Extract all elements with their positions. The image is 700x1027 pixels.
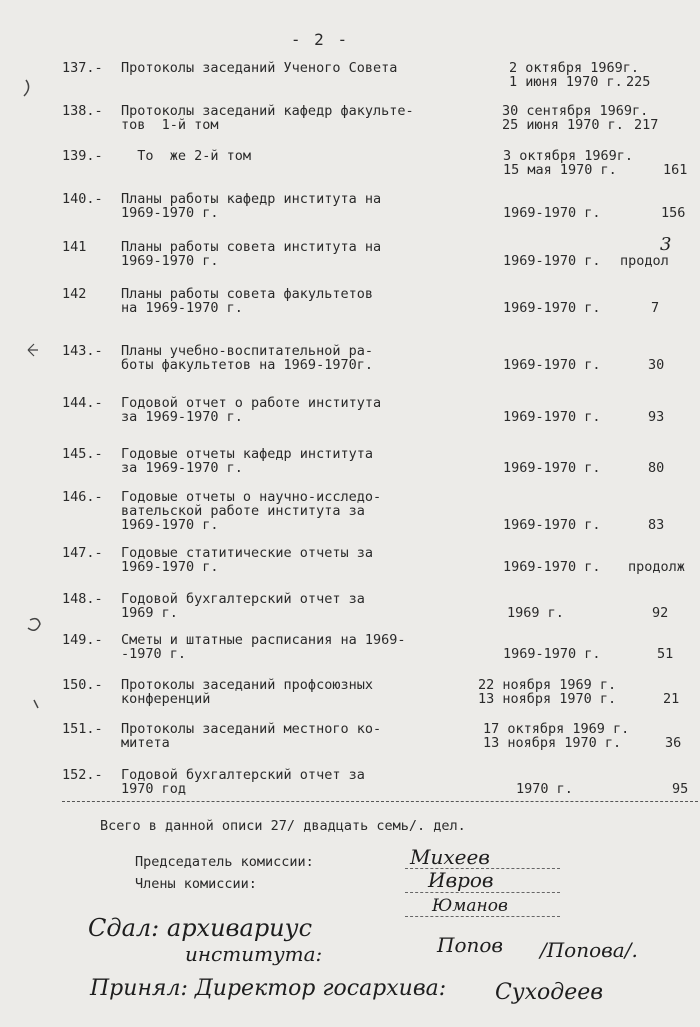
margin-marks — [8, 60, 48, 760]
entry-number: 141 — [62, 239, 87, 255]
archivist-signature: Попов — [437, 933, 504, 957]
entry-number: 149.- — [62, 632, 103, 648]
entry-number: 139.- — [62, 148, 103, 164]
entry-sheet-count: 225 — [626, 74, 651, 90]
entry-title — [121, 490, 381, 532]
entry-title-line: Протоколы заседаний кафедр факульте- — [121, 103, 414, 119]
entry-number: 148.- — [62, 591, 103, 607]
entry-title — [121, 149, 251, 163]
entry-date-line: 17 октября 1969 г. — [483, 721, 630, 737]
member2-signature: Юманов — [432, 896, 508, 916]
handed-over-label: Сдал: архивариус — [88, 914, 313, 942]
entry-title — [121, 546, 373, 574]
entry-title — [121, 287, 373, 315]
entry-title-line: Протоколы заседаний профсоюзных — [121, 677, 373, 693]
entry-date-line: 30 сентября 1969г. — [502, 103, 649, 119]
entry-number: 151.- — [62, 721, 103, 737]
entry-dates — [478, 678, 616, 706]
entry-title-line: 1969 г. — [121, 605, 178, 621]
entry-title-line: Годовые отчеты кафедр института — [121, 446, 373, 462]
entry-dates — [502, 104, 648, 132]
entry-sheet-count: продол — [620, 253, 669, 269]
members-label: Члены комиссии: — [135, 876, 257, 892]
member1-signature-line — [405, 892, 560, 893]
entry-date-line: 15 мая 1970 г. — [503, 162, 617, 178]
entry-number: 147.- — [62, 545, 103, 561]
entry-sheet-count: 80 — [648, 460, 665, 476]
entry-title-line: Планы работы совета института на — [121, 239, 382, 255]
entry-date-line: 1 июня 1970 г. — [509, 74, 623, 90]
handed-over-institute: института: — [185, 942, 323, 966]
entry-title-line: 1969-1970 г. — [121, 517, 219, 533]
entry-number: 140.- — [62, 191, 103, 207]
inventory-total: Всего в данной описи 27/ двадцать семь/. дел. — [100, 818, 466, 834]
entry-title-line: Годовые отчеты о научно-исследо- — [121, 489, 382, 505]
entry-dates — [509, 61, 639, 89]
entry-date-line: 1969-1970 г. — [503, 300, 601, 316]
entry-number: 144.- — [62, 395, 103, 411]
entry-date-line: 3 октября 1969г. — [503, 148, 634, 164]
entry-title-line: Годовой бухгалтерский отчет за — [121, 767, 365, 783]
member1-signature: Ивров — [428, 868, 494, 892]
entry-dates — [503, 560, 601, 574]
entry-dates — [503, 410, 601, 424]
entry-dates — [503, 206, 601, 220]
entry-title-line: Планы работы кафедр института на — [121, 191, 382, 207]
entry-title — [121, 592, 365, 620]
entry-date-line: 13 ноября 1970 г. — [478, 691, 617, 707]
accepted-label: Принял: Директор госархива: — [90, 976, 447, 1001]
entry-sheet-count: 156 — [661, 205, 686, 221]
entry-title — [121, 768, 365, 796]
entry-dates — [503, 149, 633, 177]
entry-title-line: 1969-1970 г. — [121, 253, 219, 269]
entry-title-line: Планы учебно-воспитательной ра- — [121, 343, 373, 359]
entry-sheet-count: 83 — [648, 517, 665, 533]
entry-sheet-count: 30 — [648, 357, 665, 373]
entry-title-line: -1970 г. — [121, 646, 187, 662]
entry-title — [121, 104, 414, 132]
entry-date-line: 1969-1970 г. — [503, 409, 601, 425]
archivist-name: /Попова/. — [540, 938, 638, 962]
entry-title-line: на 1969-1970 г. — [121, 300, 243, 316]
entry-sheet-count: 36 — [665, 735, 682, 751]
total-divider — [62, 801, 698, 802]
entry-sheet-count: продолж — [628, 559, 685, 575]
entry-title-line: вательской работе института за — [121, 503, 365, 519]
entry-title-line: Протоколы заседаний Ученого Совета — [121, 60, 398, 76]
entry-sheet-count: 21 — [663, 691, 680, 707]
entry-number: 143.- — [62, 343, 103, 359]
entry-sheet-count: 51 — [657, 646, 674, 662]
entry-title-line: 1969-1970 г. — [121, 559, 219, 575]
entry-title-line: боты факультетов на 1969-1970г. — [121, 357, 373, 373]
entry-date-line: 1969 г. — [507, 605, 564, 621]
entry-sheet-count: 95 — [672, 781, 689, 797]
entry-dates — [516, 782, 573, 796]
entry-title-line: тов 1-й том — [121, 117, 219, 133]
entry-date-line: 2 октября 1969г. — [509, 60, 640, 76]
entry-sheet-count: 7 — [651, 300, 660, 316]
entry-sheet-count: 93 — [648, 409, 665, 425]
entry-dates — [503, 518, 601, 532]
entry-date-line: 1970 г. — [516, 781, 573, 797]
entry-title-line: Годовые статитические отчеты за — [121, 545, 373, 561]
entry-number: 137.- — [62, 60, 103, 76]
entry-title — [121, 192, 381, 220]
entry-title — [121, 396, 381, 424]
entry-dates — [507, 606, 564, 620]
entry-date-line: 25 июня 1970 г. — [502, 117, 624, 133]
entry-date-line: 1969-1970 г. — [503, 517, 601, 533]
entry-title-line: митета — [121, 735, 170, 751]
entry-date-line: 13 ноября 1970 г. — [483, 735, 622, 751]
entry-dates — [503, 301, 601, 315]
entry-date-line: 22 ноября 1969 г. — [478, 677, 617, 693]
entry-title-line: То же 2-й том — [121, 148, 252, 164]
entry-dates — [483, 722, 629, 750]
entry-title-line: за 1969-1970 г. — [121, 460, 243, 476]
entry-date-line: 1969-1970 г. — [503, 559, 601, 575]
entry-title-line: за 1969-1970 г. — [121, 409, 243, 425]
entry-title — [121, 240, 381, 268]
entry-title-line: 1970 год — [121, 781, 187, 797]
entry-title-line: Протоколы заседаний местного ко- — [121, 721, 382, 737]
entry-title — [121, 722, 381, 750]
entry-title — [121, 447, 373, 475]
entry-sheet-count: 161 — [663, 162, 688, 178]
entry-date-line: 1969-1970 г. — [503, 357, 601, 373]
entry-dates — [503, 461, 601, 475]
entry-title — [121, 678, 373, 706]
entry-date-line: 1969-1970 г. — [503, 205, 601, 221]
entry-title-line: 1969-1970 г. — [121, 205, 219, 221]
entry-title-line: Годовой бухгалтерский отчет за — [121, 591, 365, 607]
entry-number: 146.- — [62, 489, 103, 505]
entry-number: 150.- — [62, 677, 103, 693]
entry-sheet-count: 92 — [652, 605, 669, 621]
entry-title-line: Планы работы совета факультетов — [121, 286, 373, 302]
entry-date-line: 1969-1970 г. — [503, 253, 601, 269]
handwritten-mark-141: 3 — [660, 234, 672, 255]
page-number: - 2 - — [290, 30, 350, 49]
entry-date-line: 1969-1970 г. — [503, 646, 601, 662]
entry-number: 152.- — [62, 767, 103, 783]
entry-title — [121, 61, 397, 75]
member2-signature-line — [405, 916, 560, 917]
chairman-label: Председатель комиссии: — [135, 854, 314, 870]
entry-date-line: 1969-1970 г. — [503, 460, 601, 476]
entry-title-line: Сметы и штатные расписания на 1969- — [121, 632, 406, 648]
entry-title-line: конференций — [121, 691, 211, 707]
entry-number: 145.- — [62, 446, 103, 462]
entry-title — [121, 344, 373, 372]
entry-number: 138.- — [62, 103, 103, 119]
chairman-signature: Михеев — [410, 845, 490, 869]
entry-title — [121, 633, 405, 661]
entry-number: 142 — [62, 286, 87, 302]
entry-dates — [503, 254, 601, 268]
entry-dates — [503, 358, 601, 372]
director-signature: Суходеев — [495, 980, 604, 1005]
entry-sheet-count: 217 — [634, 117, 659, 133]
entry-dates — [503, 647, 601, 661]
entry-title-line: Годовой отчет о работе института — [121, 395, 382, 411]
